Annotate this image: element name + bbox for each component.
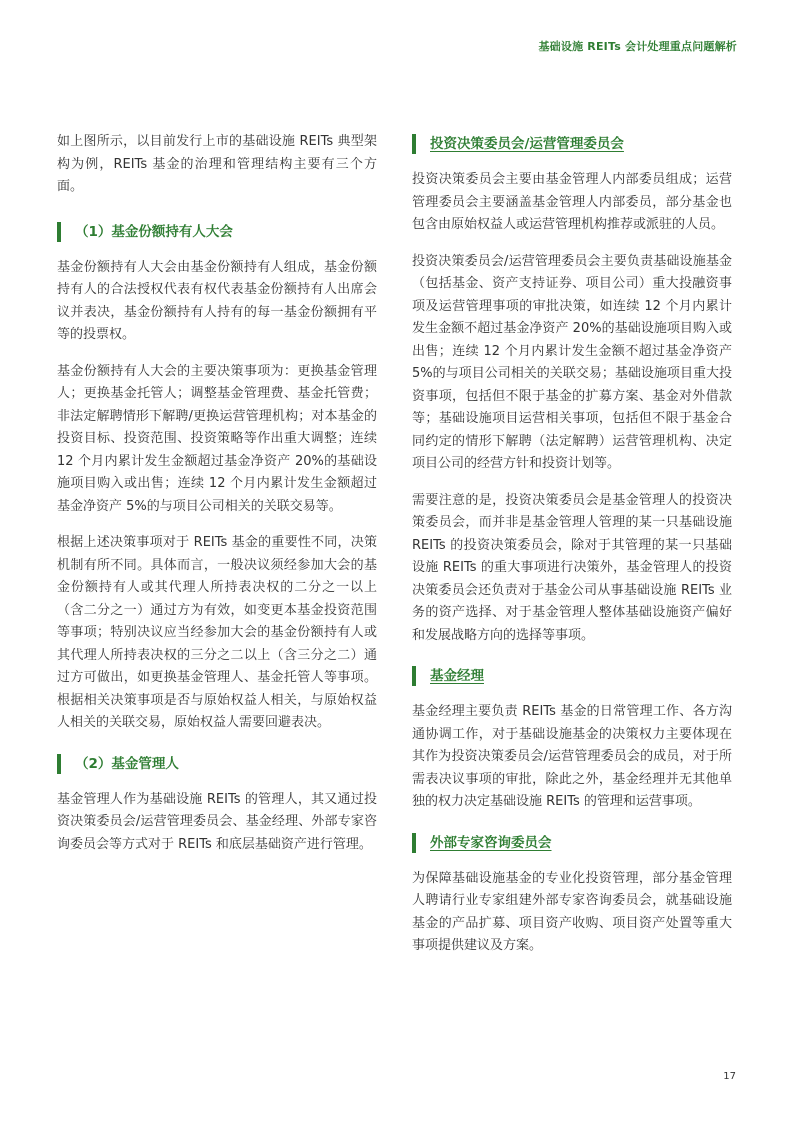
paragraph: 投资决策委员会主要由基金管理人内部委员组成；运营管理委员会主要涵盖基金管理人内部委员，部分基金也包含由原始权益人或运营管理机构推荐或派驻的人员。 [412,172,732,232]
paragraph: 投资决策委员会/运营管理委员会主要负责基础设施基金（包括基金、资产支持证券、项目公司）重大投融资事项及运营管理事项的审批决策，如连续 12 个月内累计发生金额不超过基金净资产 20%的基础设施项目购入或出售；连续 12 个月内累计发生金额不超过基金净资产 5%的与项目公司相关的关联交易；基础设施项目重大投资事项，包括但不限于基金的扩募方案、基金对外借款等；基础设施项目运营相关事项，包括但不限于基金合同约定的情形下解聘（法定解聘）运营管理机构、决定项目公司的经营方针和投资计划等。 [412,253,732,471]
left-column [57,131,377,870]
running-header: 基础设施 REITs 会计处理重点问题解析 [538,40,737,53]
section-heading-investment-committee [412,133,732,155]
heading-text: （2）基金管理人 [75,755,179,772]
paragraph: 需要注意的是，投资决策委员会是基金管理人的投资决策委员会，而并非是基金管理人管理的某一只基础设施 REITs 的投资决策委员会，除对于其管理的某一只基础设施 REITs 的重大事项进行决策外，基金管理人的投资决策委员会还负责对于基金公司从事基础设施 REITs 业务的资产选择、对于基金管理人整体基础设施资产偏好和发展战略方向的选择等事项。 [412,492,732,643]
heading-accent-bar [57,222,61,242]
paragraph: 基金经理主要负责 REITs 基金的日常管理工作、各方沟通协调工作，对于基础设施基金的决策权力主要体现在其作为投资决策委员会/运营管理委员会的成员，对于所需表决议事项的审批，除此之外，基金经理并无其他单独的权力决定基础设施 REITs 的管理和运营事项。 [412,704,732,809]
paragraph: 基金份额持有人大会由基金份额持有人组成，基金份额持有人的合法授权代表有权代表基金份额持有人出席会议并表决，基金份额持有人持有的每一基金份额拥有平等的投票权。 [57,259,377,342]
paragraph: 为保障基础设施基金的专业化投资管理，部分基金管理人聘请行业专家组建外部专家咨询委员会，就基础设施基金的产品扩募、项目资产收购、项目资产处置等重大事项提供建议及方案。 [412,870,732,953]
section-heading-expert-committee [412,832,732,854]
paragraph: 基金份额持有人大会的主要决策事项为：更换基金管理人；更换基金托管人；调整基金管理费、基金托管费；非法定解聘情形下解聘/更换运营管理机构；对本基金的投资目标、投资范围、投资策略等作出重大调整；连续 12 个月内累计发生金额超过基金净资产 20%的基础设施项目购入或出售；连续 12 个月内累计发生金额超过基金净资产 5%的与项目公司相关的关联交易等。 [57,363,377,514]
heading-text: （1）基金份额持有人大会 [75,223,233,240]
heading-text: 外部专家咨询委员会 [430,834,552,851]
heading-text: 投资决策委员会/运营管理委员会 [430,136,624,152]
heading-accent-bar [412,666,416,686]
heading-accent-bar [412,833,416,853]
page-number: 17 [723,1071,736,1082]
paragraph: 根据上述决策事项对于 REITs 基金的重要性不同，决策机制有所不同。具体而言，一般决议须经参加大会的基金份额持有人或其代理人所持表决权的二分之一以上（含二分之一）通过方为有效，如变更本基金投资范围等事项；特别决议应当经参加大会的基金份额持有人或其代理人所持表决权的三分之二以上（含三分之二）通过方可做出，如更换基金管理人、基金托管人等事项。根据相关决策事项是否与原始权益人相关，与原始权益人相关的关联交易，原始权益人需要回避表决。 [57,535,377,730]
section-heading-fund-manager [57,753,377,775]
heading-text: 基金经理 [430,668,484,684]
heading-accent-bar [412,134,416,154]
right-column [412,133,732,972]
intro-paragraph: 如上图所示，以目前发行上市的基础设施 REITs 典型架构为例，REITs 基金的治理和管理结构主要有三个方面。 [57,134,377,194]
heading-accent-bar [57,754,61,774]
section-heading-holders-meeting [57,221,377,243]
section-heading-fund-manager-role [412,665,732,687]
paragraph: 基金管理人作为基础设施 REITs 的管理人，其又通过投资决策委员会/运营管理委员会、基金经理、外部专家咨询委员会等方式对于 REITs 和底层基础资产进行管理。 [57,791,377,852]
